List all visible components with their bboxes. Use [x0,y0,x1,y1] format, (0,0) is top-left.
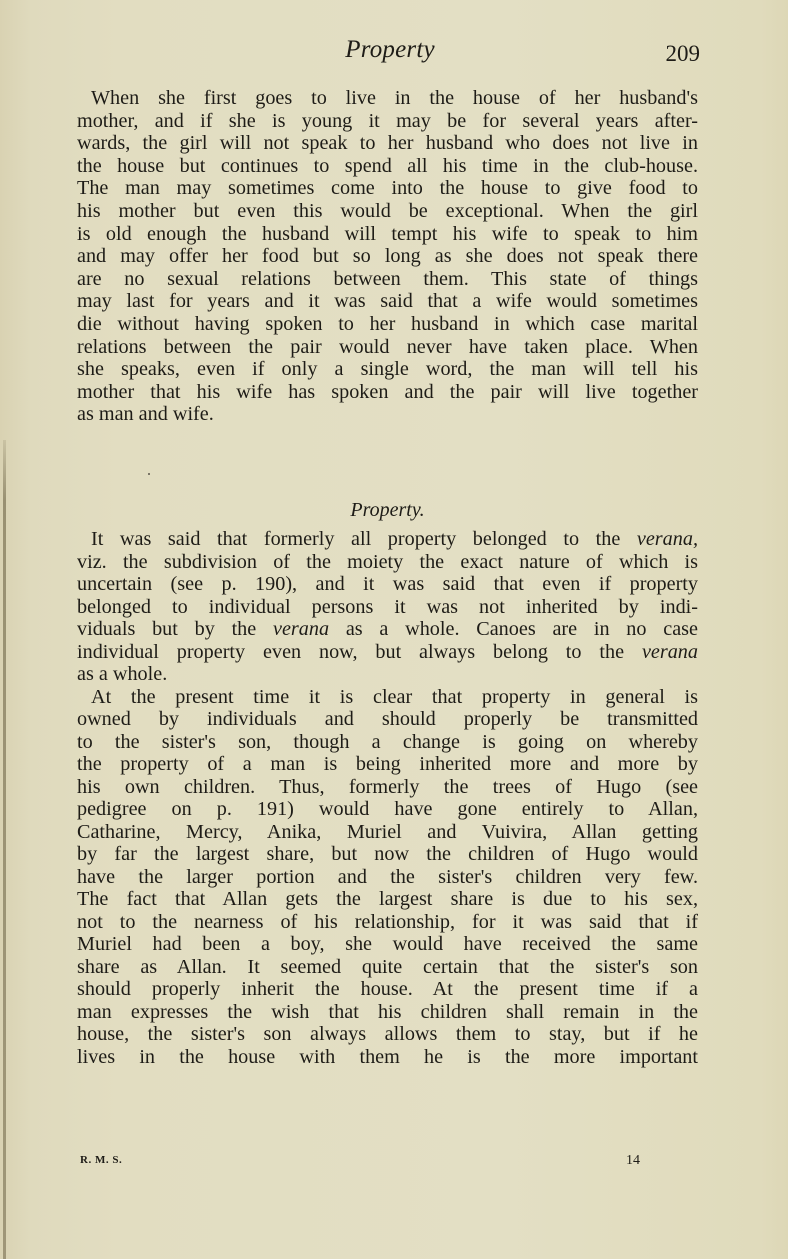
text-line: and may offer her food but so long as she does not speak there [77,245,698,268]
text-line: as a whole. [77,663,168,685]
text-run: viduals but by the [77,618,273,640]
text-line: wards, the girl will not speak to her husband who does not live in [77,132,698,155]
text-line: mother that his wife has spoken and the pair will live together [77,380,698,403]
text-line [77,641,698,664]
text-line: have the larger portion and the sister's children very few. [77,865,698,888]
text-line: to the sister's son, though a change is going on whereby [77,730,698,753]
text-line: the house but continues to spend all his time in the club-house. [77,154,698,177]
text-line: may last for years and it was said that a wife would sometimes [77,290,698,313]
text-line: should properly inherit the house. At the present time if a [77,978,698,1000]
signature-number: 14 [626,1153,640,1168]
text-line: lives in the house with them he is the more important [77,1045,698,1068]
term-verana: verana, [636,528,698,550]
text-line: as man and wife. [77,403,214,426]
ink-speck [148,473,150,475]
text-line: The man may sometimes come into the house to give food to [77,177,698,200]
text-line: the property of a man is being inherited more and more by [77,753,698,775]
text-line [77,528,698,551]
text-line: is old enough the husband will tempt his wife to speak to him [77,222,698,245]
signature-footer [80,1154,640,1174]
text-line: house, the sister's son always allows them to stay, but if he [77,1023,698,1045]
text-line: At the present time it is clear that property in general is [91,685,698,708]
running-title: Property [345,36,435,63]
text-line: his own children. Thus, formerly the trees of Hugo (see [77,775,698,798]
running-head [80,36,700,76]
signature-mark: R. M. S. [80,1154,123,1166]
page-number: 209 [665,41,700,66]
text-line: Catharine, Mercy, Anika, Muriel and Vuivira, Allan getting [77,820,698,843]
text-line: die without having spoken to her husband in which case marital [77,312,698,335]
text-run: It was said that formerly all property belonged to the [91,528,637,550]
text-line: Muriel had been a boy, she would have received the same [77,933,698,955]
text-line: relations between the pair would never have taken place. When [77,335,698,358]
text-run: individual property even now, but always belong to the [77,640,642,663]
text-line: his mother but even this would be exceptional. When the girl [77,199,698,222]
text-line: When she first goes to live in the house of her husband's [91,87,698,109]
paragraph-property [77,528,698,1068]
text-line: mother, and if she is young it may be for several years after- [77,109,698,132]
text-line: pedigree on p. 191) would have gone entirely to Allan, [77,798,698,820]
text-line: not to the nearness of his relationship, for it was said that if [77,910,698,933]
text-line: belonged to individual persons it was not inherited by indi- [77,595,698,618]
text-line: are no sexual relations between them. This state of things [77,267,698,290]
text-line: by far the largest share, but now the children of Hugo would [77,843,698,865]
text-run: as a whole. Canoes are in no case [329,618,698,640]
term-verana: verana [641,640,698,663]
section-heading: Property. [350,499,425,521]
text-line: share as Allan. It seemed quite certain that the sister's son [77,955,698,978]
text-line: The fact that Allan gets the largest share is due to his sex, [77,888,698,910]
text-line: she speaks, even if only a single word, the man will tell his [77,358,698,381]
text-line [77,618,698,641]
paragraph-marriage [77,87,698,426]
term-verana: verana [273,618,330,640]
text-line: uncertain (see p. 190), and it was said that even if property [77,573,698,595]
text-line: owned by individuals and should properly be transmitted [77,708,698,730]
page-edge-line [3,440,6,1259]
text-line: man expresses the wish that his children shall remain in the [77,1000,698,1023]
text-line: viz. the subdivision of the moiety the exact nature of which is [77,550,698,573]
